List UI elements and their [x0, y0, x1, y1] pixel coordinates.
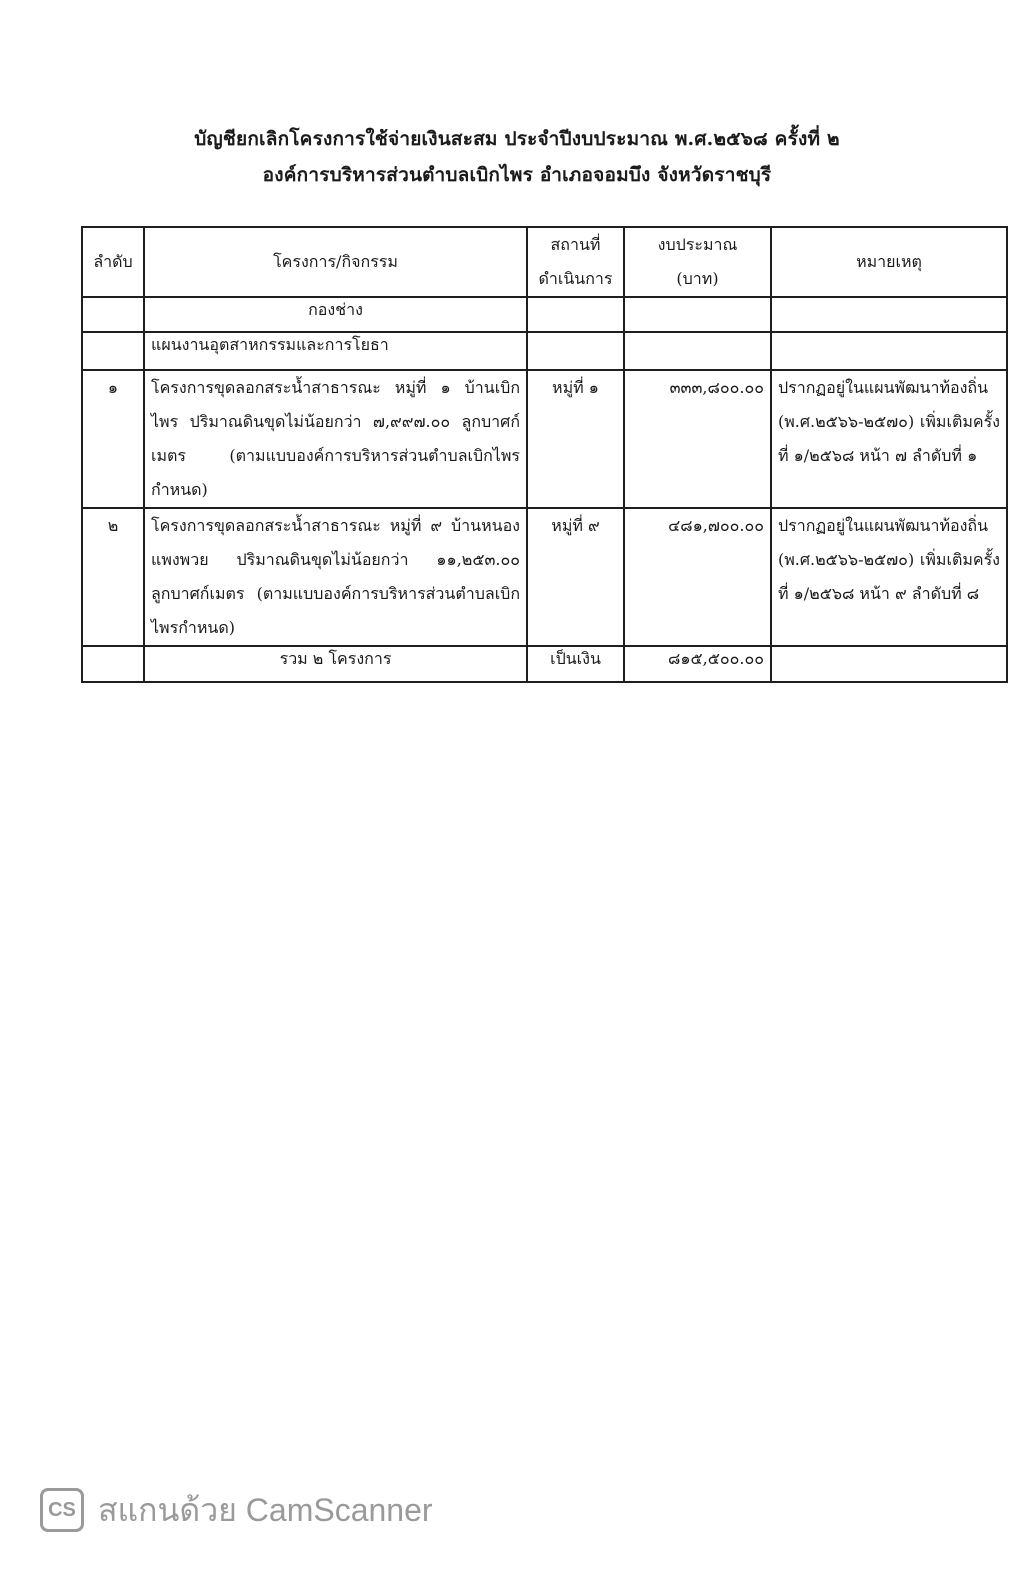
- document-title-line1: บัญชียกเลิกโครงการใช้จ่ายเงินสะสม ประจำปีงบประมาณ พ.ศ.๒๕๖๘ ครั้งที่ ๒: [194, 128, 840, 150]
- row-project: โครงการขุดลอกสระน้ำสาธารณะ หมู่ที่ ๑ บ้านเบิกไพร ปริมาณดินขุดไม่น้อยกว่า ๗,๙๙๗.๐๐ ลูกบาศก์เมตร (ตามแบบองค์การบริหารส่วนตำบลเบิกไพรกำหนด): [144, 370, 527, 508]
- header-project: โครงการ/กิจกรรม: [144, 227, 527, 297]
- table-row: [82, 508, 1007, 646]
- document-title-line2: องค์การบริหารส่วนตำบลเบิกไพร อำเภอจอมบึง จังหวัดราชบุรี: [262, 164, 772, 186]
- table-row-total: [82, 646, 1007, 682]
- row-project: โครงการขุดลอกสระน้ำสาธารณะ หมู่ที่ ๙ บ้านหนองแพงพวย ปริมาณดินขุดไม่น้อยกว่า ๑๑,๒๕๓.๐๐ ลูกบาศก์เมตร (ตามแบบองค์การบริหารส่วนตำบลเบิกไพรกำหนด): [144, 508, 527, 646]
- total-no-cell: [82, 646, 144, 682]
- section-no-cell: [82, 297, 144, 332]
- table-row-section: [82, 297, 1007, 332]
- row-no: ๑: [82, 370, 144, 508]
- row-budget: ๔๘๑,๗๐๐.๐๐: [624, 508, 771, 646]
- table-row-plan: [82, 332, 1007, 370]
- plan-label: แผนงานอุตสาหกรรมและการโยธา: [144, 332, 527, 370]
- total-remark-cell: [771, 646, 1007, 682]
- camscanner-watermark: [40, 1486, 433, 1534]
- camscanner-logo-icon: CS: [40, 1488, 84, 1532]
- row-budget: ๓๓๓,๘๐๐.๐๐: [624, 370, 771, 508]
- section-remark-cell: [771, 297, 1007, 332]
- budget-table: [81, 226, 1008, 683]
- row-remark: ปรากฏอยู่ในแผนพัฒนาท้องถิ่น (พ.ศ.๒๕๖๖-๒๕๗๐) เพิ่มเติมครั้งที่ ๑/๒๕๖๘ หน้า ๗ ลำดับที่ ๑: [771, 370, 1007, 508]
- plan-no-cell: [82, 332, 144, 370]
- header-remark: หมายเหตุ: [771, 227, 1007, 297]
- total-amount-label: เป็นเงิน: [527, 646, 624, 682]
- table-row: [82, 370, 1007, 508]
- section-label: กองช่าง: [144, 297, 527, 332]
- header-location: [527, 227, 624, 297]
- total-label: รวม ๒ โครงการ: [144, 646, 527, 682]
- table-header-row: [82, 227, 1007, 297]
- header-budget-line2: (บาท): [676, 269, 719, 288]
- header-location-line1: สถานที่: [550, 235, 601, 254]
- section-budget-cell: [624, 297, 771, 332]
- section-location-cell: [527, 297, 624, 332]
- row-remark: ปรากฏอยู่ในแผนพัฒนาท้องถิ่น (พ.ศ.๒๕๖๖-๒๕๗๐) เพิ่มเติมครั้งที่ ๑/๒๕๖๘ หน้า ๙ ลำดับที่ ๘: [771, 508, 1007, 646]
- header-no: ลำดับ: [82, 227, 144, 297]
- row-no: ๒: [82, 508, 144, 646]
- header-budget-line1: งบประมาณ: [657, 235, 738, 254]
- plan-budget-cell: [624, 332, 771, 370]
- header-location-line2: ดำเนินการ: [538, 269, 613, 288]
- total-amount: ๘๑๕,๕๐๐.๐๐: [624, 646, 771, 682]
- plan-location-cell: [527, 332, 624, 370]
- row-location: หมู่ที่ ๑: [527, 370, 624, 508]
- row-location: หมู่ที่ ๙: [527, 508, 624, 646]
- plan-remark-cell: [771, 332, 1007, 370]
- watermark-text: สแกนด้วย CamScanner: [98, 1491, 433, 1528]
- header-budget: [624, 227, 771, 297]
